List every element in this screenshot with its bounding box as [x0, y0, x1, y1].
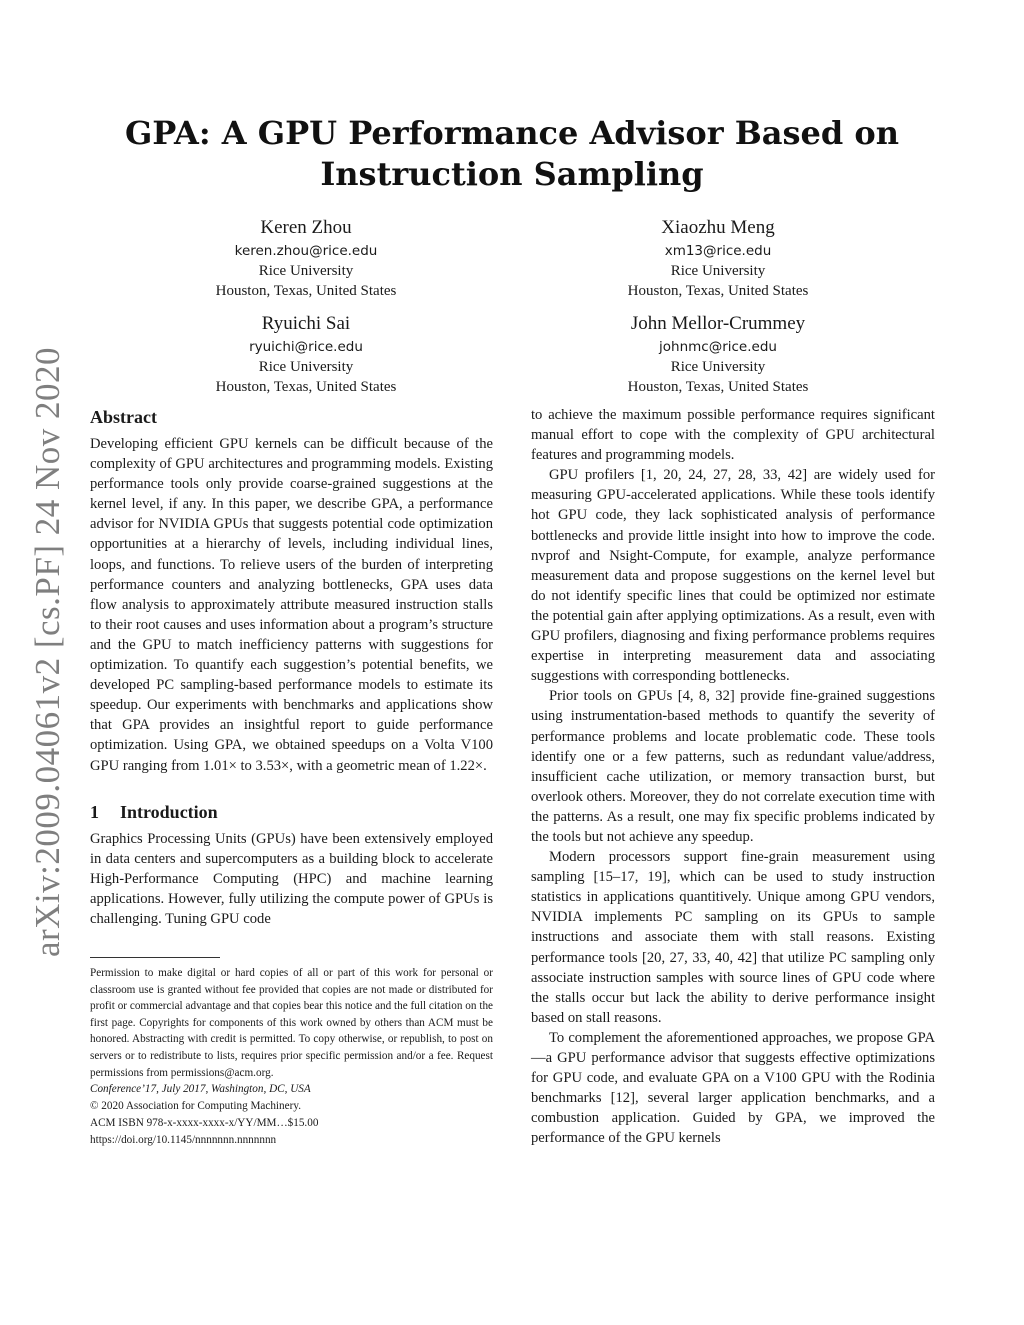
paper-title-line-1: GPA: A GPU Performance Advisor Based on	[124, 114, 900, 152]
abstract-heading: Abstract	[90, 407, 157, 427]
author-affiliation: Rice University	[670, 359, 766, 375]
author-card	[553, 215, 883, 301]
author-card	[553, 311, 883, 397]
arxiv-identifier-stamp	[28, 346, 68, 958]
author-block	[90, 215, 934, 400]
body-paragraph: GPU profilers [1, 20, 24, 27, 28, 33, 42] are widely used for measuring GPU-accelerated applications. While these tools identify hot GPU code, they lack sophisticated analysis of performance bottlenecks and provide little insight into how to improve the code. nvprof and Nsight-Compute, for example, analyze performance measurement data and propose suggestions on the kernel level but do not identify specific lines that could be optimized nor estimate the potential gain after applying optimizations. As a result, even with GPU profilers, diagnosing and fixing performance problems requires expertise in interpreting measurement data and associating suggestions with corresponding bottlenecks.	[531, 467, 935, 685]
paper-title	[90, 113, 934, 195]
author-affiliation: Rice University	[258, 263, 354, 279]
body-paragraph: to achieve the maximum possible performance requires significant manual effort to cope with the complexity of GPU architectural features and programming models.	[531, 407, 935, 464]
author-location: Houston, Texas, United States	[215, 379, 397, 395]
author-name: Keren Zhou	[260, 217, 352, 238]
author-location: Houston, Texas, United States	[627, 283, 809, 299]
conference-info: Conference’17, July 2017, Washington, DC, USA	[90, 1083, 311, 1096]
footnote-divider	[90, 957, 220, 958]
introduction-heading	[90, 800, 493, 824]
body-paragraph: Prior tools on GPUs [4, 8, 32] provide fine-grained suggestions using instrumentation-based methods to quantify the severity of performance problems and locate problematic code. These tools identify one or a few patterns, such as redundant value/address, insufficient cache utilization, or memory transaction burst, but overlook others. Moreover, they do not correlate execution time with the patterns. As a result, one may fix specific problems indicated by the tools but not achieve any speedup.	[531, 688, 935, 845]
author-location: Houston, Texas, United States	[215, 283, 397, 299]
copyright-notice: © 2020 Association for Computing Machinery.	[90, 1100, 301, 1113]
author-email: keren.zhou@rice.edu	[234, 243, 378, 259]
author-card	[141, 311, 471, 397]
author-card	[141, 215, 471, 301]
author-name: Xiaozhu Meng	[661, 217, 775, 238]
author-affiliation: Rice University	[670, 263, 766, 279]
author-email: johnmc@rice.edu	[659, 339, 777, 355]
body-paragraph: To complement the aforementioned approaches, we propose GPA—a GPU performance advisor that suggests effective optimizations for GPU code, and evaluate GPA on a V100 GPU with the Rodinia benchmarks [12], several larger application benchmarks, and a combustion application. Guided by GPA, we improved the performance of the GPU kernels	[531, 1029, 935, 1147]
left-column	[90, 405, 493, 1149]
section-number: 1	[90, 801, 99, 822]
abstract-text: Developing efficient GPU kernels can be difficult because of the complexity of GPU architectures and programming models. Existing performance tools only provide coarse-grained suggestions at the kernel level, if any. In this paper, we describe GPA, a performance advisor for NVIDIA GPUs that suggests potential code optimization opportunities at a hierarchy of levels, including individual lines, loops, and functions. To relieve users of the burden of interpreting performance counters and analyzing bottlenecks, GPA uses data flow analysis to approximately attribute measured instruction stalls to their root causes and uses information about a program’s structure and the GPU to match inefficiency patterns with suggestions for optimization. To quantify each suggestion’s potential benefits, we developed PC sampling-based performance models to estimate its speedup. Our experiments with benchmarks and applications show that GPA provides an insightful report to guide performance optimization. Using GPA, we obtained speedups on a Volta V100 GPU ranging from 1.01× to 3.53×, with a geometric mean of 1.22×.	[90, 436, 493, 774]
author-email: xm13@rice.edu	[664, 243, 772, 259]
paper-title-line-2: Instruction Sampling	[320, 155, 704, 193]
body-paragraph: Modern processors support fine-grain measurement using sampling [15–17, 19], which can be used to study instruction statistics in applications quantitively. Unique among GPU vendors, NVIDIA implements PC sampling on its GPUs to sample instructions and associate them with stall reasons. Existing performance tools [20, 27, 33, 40, 42] that utilize PC sampling only associate instruction samples with source lines of GPU code where the stalls occur but lack the ability to derive performance insight based on stall reasons.	[531, 849, 935, 1026]
author-location: Houston, Texas, United States	[627, 379, 809, 395]
isbn-line: ACM ISBN 978-x-xxxx-xxxx-x/YY/MM…$15.00	[90, 1117, 319, 1130]
arxiv-identifier-text: arXiv:2009.04061v2 [cs.PF] 24 Nov 2020	[28, 346, 67, 958]
doi-link[interactable]: https://doi.org/10.1145/nnnnnnn.nnnnnnn	[90, 1134, 277, 1147]
author-name: Ryuichi Sai	[261, 313, 351, 334]
section-title: Introduction	[120, 801, 218, 822]
author-name: John Mellor-Crummey	[630, 313, 806, 334]
right-column	[531, 405, 935, 1148]
permission-notice: Permission to make digital or hard copies of all or part of this work for personal or classroom use is granted without fee provided that copies are not made or distributed for profit or commercial advantage and that copies bear this notice and the full citation on the first page. Copyrights for components of this work owned by others than ACM must be honored. Abstracting with credit is permitted. To copy otherwise, or republish, to post on servers or to redistribute to lists, requires prior specific permission and/or a fee. Request permissions from permissions@acm.org.	[90, 967, 493, 1079]
introduction-paragraph: Graphics Processing Units (GPUs) have been extensively employed in data centers and supercomputers as a building block to accelerate High-Performance Computing (HPC) and machine learning applications. However, fully utilizing the compute power of GPUs is challenging. Tuning GPU code	[90, 830, 493, 927]
author-affiliation: Rice University	[258, 359, 354, 375]
author-email: ryuichi@rice.edu	[249, 339, 363, 355]
